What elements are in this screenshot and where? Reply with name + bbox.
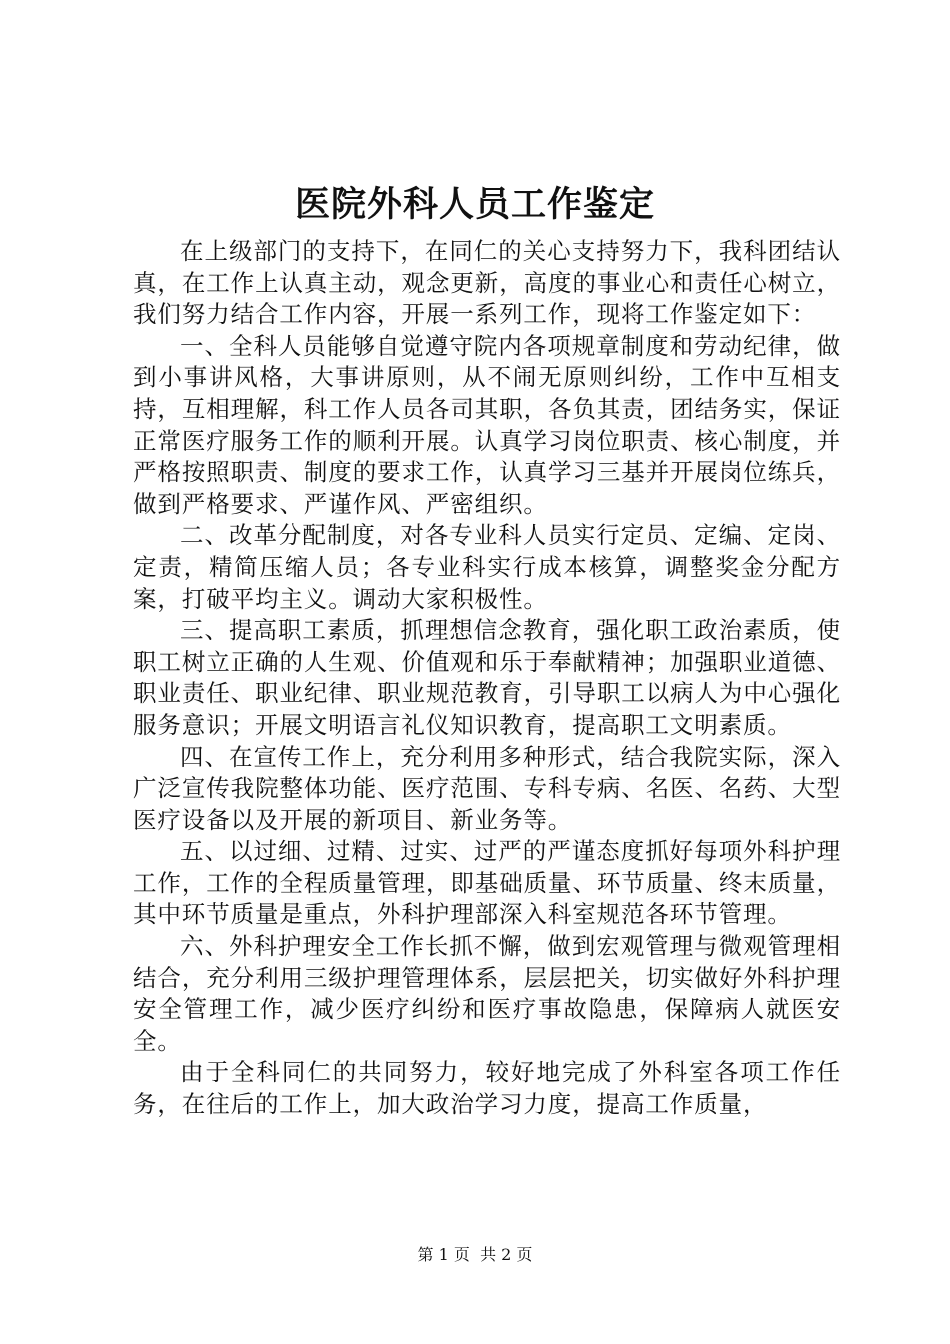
paragraph-item-2: 二、改革分配制度，对各专业科人员实行定员、定编、定岗、定责，精简压缩人员；各专业科实行成本核算，调整奖金分配方案，打破平均主义。调动大家积极性。 [133, 521, 841, 613]
page-footer [0, 1245, 950, 1265]
paragraph-item-5: 五、以过细、过精、过实、过严的严谨态度抓好每项外科护理工作，工作的全程质量管理，即基础质量、环节质量、终末质量，其中环节质量是重点，外科护理部深入科室规范各环节管理。 [133, 837, 841, 929]
paragraph-item-6: 六、外科护理安全工作长抓不懈，做到宏观管理与微观管理相结合，充分利用三级护理管理体系，层层把关，切实做好外科护理安全管理工作，减少医疗纠纷和医疗事故隐患，保障病人就医安全。 [133, 932, 841, 1055]
paragraph-conclusion: 由于全科同仁的共同努力，较好地完成了外科室各项工作任务，在往后的工作上，加大政治学习力度，提高工作质量， [133, 1058, 841, 1119]
document-body [133, 236, 841, 1121]
page-number: 第 1 页 [417, 1245, 470, 1264]
page-total: 共 2 页 [480, 1245, 533, 1264]
paragraph-item-4: 四、在宣传工作上，充分利用多种形式，结合我院实际，深入广泛宣传我院整体功能、医疗范围、专科专病、名医、名药、大型医疗设备以及开展的新项目、新业务等。 [133, 742, 841, 834]
paragraph-item-3: 三、提高职工素质，抓理想信念教育，强化职工政治素质，使职工树立正确的人生观、价值观和乐于奉献精神；加强职业道德、职业责任、职业纪律、职业规范教育，引导职工以病人为中心强化服务意识；开展文明语言礼仪知识教育，提高职工文明素质。 [133, 616, 841, 739]
document-title: 医院外科人员工作鉴定 [294, 184, 655, 225]
paragraph-intro: 在上级部门的支持下，在同仁的关心支持努力下，我科团结认真，在工作上认真主动，观念更新，高度的事业心和责任心树立，我们努力结合工作内容，开展一系列工作，现将工作鉴定如下： [133, 237, 841, 329]
paragraph-item-1: 一、全科人员能够自觉遵守院内各项规章制度和劳动纪律，做到小事讲风格，大事讲原则，从不闹无原则纠纷，工作中互相支持，互相理解，科工作人员各司其职，各负其责，团结务实，保证正常医疗服务工作的顺利开展。认真学习岗位职责、核心制度，并严格按照职责、制度的要求工作，认真学习三基并开展岗位练兵，做到严格要求、严谨作风、严密组织。 [133, 331, 841, 518]
